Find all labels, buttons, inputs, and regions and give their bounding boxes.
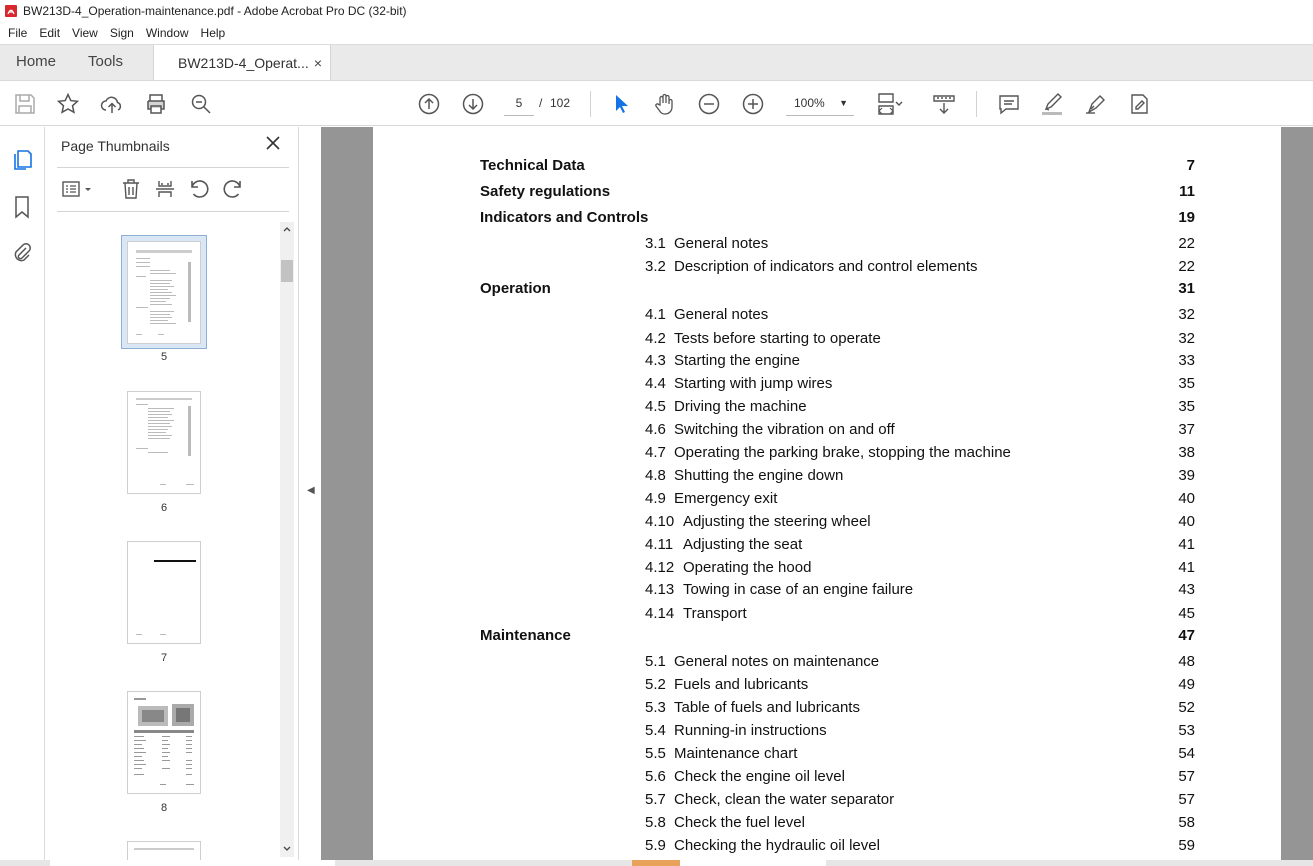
toc-section-row[interactable]: [373, 258, 1281, 278]
panel-splitter[interactable]: [298, 127, 321, 866]
toc-title: Maintenance chart: [674, 745, 798, 762]
toc-title: Description of indicators and control elements: [674, 258, 978, 275]
thumbnail-options-icon[interactable]: [61, 177, 95, 201]
pdf-page: [373, 127, 1281, 866]
toc-section-number: 4.9: [645, 490, 666, 507]
toc-title: Adjusting the seat: [683, 536, 803, 553]
toc-title: Operating the hood: [683, 559, 812, 576]
toc-chapter-row[interactable]: [373, 183, 1281, 203]
toc-title: Fuels and lubricants: [674, 676, 809, 693]
toc-section-row[interactable]: [373, 791, 1281, 811]
find-icon[interactable]: [189, 92, 213, 116]
toc-page-number: 45: [1178, 605, 1195, 622]
toc-section-number: 4.4: [645, 375, 666, 392]
toc-page-number: 33: [1178, 352, 1195, 369]
toc-section-number: 5.5: [645, 745, 666, 762]
toc-page-number: 48: [1178, 653, 1195, 670]
scroll-segment: [680, 860, 826, 866]
toc-title: Adjusting the steering wheel: [683, 513, 871, 530]
toc-section-number: 4.8: [645, 467, 666, 484]
toc-section-row[interactable]: [373, 581, 1281, 601]
collapse-panel-icon[interactable]: ◀: [307, 485, 315, 496]
toc-title: Driving the machine: [674, 398, 807, 415]
toc-section-row[interactable]: [373, 375, 1281, 395]
previous-page-icon[interactable]: [417, 92, 441, 116]
tab-document-label: BW213D-4_Operat...: [178, 55, 309, 71]
toc-section-row[interactable]: [373, 768, 1281, 788]
toc-section-row[interactable]: [373, 513, 1281, 533]
toc-section-number: 5.7: [645, 791, 666, 808]
toc-page-number: 22: [1178, 235, 1195, 252]
toc-page-number: 58: [1178, 814, 1195, 831]
toc-page-number: 7: [1186, 157, 1195, 174]
toc-title: Shutting the engine down: [674, 467, 844, 484]
window-title: BW213D-4_Operation-maintenance.pdf - Adobe Acrobat Pro DC (32-bit): [23, 4, 407, 18]
toc-page-number: 37: [1178, 421, 1195, 438]
toc-page-number: 22: [1178, 258, 1195, 275]
page-thumbnail-5[interactable]: [127, 241, 201, 344]
scroll-segment: [50, 860, 335, 866]
toc-section-row[interactable]: [373, 306, 1281, 326]
bookmarks-icon[interactable]: [10, 195, 34, 219]
zoom-level-select[interactable]: [786, 90, 854, 116]
toc-section-number: 5.3: [645, 699, 666, 716]
toc-section-row[interactable]: [373, 467, 1281, 487]
toc-title: Switching the vibration on and off: [674, 421, 895, 438]
toc-page-number: 40: [1178, 513, 1195, 530]
toc-page-number: 49: [1178, 676, 1195, 693]
toc-page-number: 47: [1178, 627, 1195, 644]
toc-section-row[interactable]: [373, 235, 1281, 255]
toolbar: [0, 80, 1313, 126]
toc-section-row[interactable]: [373, 605, 1281, 625]
navigation-rail: [0, 127, 45, 866]
thumbnail-label: 8: [160, 802, 168, 814]
toc-section-row[interactable]: [373, 536, 1281, 556]
toc-section-number: 4.14: [645, 605, 675, 622]
toc-section-row[interactable]: [373, 352, 1281, 372]
toc-title: General notes: [674, 235, 769, 252]
scroll-up-icon[interactable]: [283, 226, 291, 232]
title-bar: [0, 0, 1313, 22]
toc-title: Operation: [480, 280, 551, 297]
toc-title: Table of fuels and lubricants: [674, 699, 860, 716]
toc-title: Starting with jump wires: [674, 375, 833, 392]
toc-chapter-row[interactable]: [373, 209, 1281, 229]
thumbnail-scrollbar[interactable]: [280, 222, 294, 857]
panel-title: Page Thumbnails: [61, 138, 170, 154]
toc-chapter-row[interactable]: [373, 157, 1281, 177]
toc-section-row[interactable]: [373, 490, 1281, 510]
toc-title: General notes on maintenance: [674, 653, 880, 670]
close-tab-icon[interactable]: ×: [313, 55, 322, 71]
page-thumbnails-panel: [45, 127, 298, 866]
toc-page-number: 32: [1178, 306, 1195, 323]
toc-section-row[interactable]: [373, 676, 1281, 696]
extract-pages-icon[interactable]: [153, 177, 177, 201]
menu-help[interactable]: Help: [200, 26, 226, 40]
toc-section-number: 4.1: [645, 306, 666, 323]
toc-page-number: 41: [1178, 559, 1195, 576]
toc-title: Tests before starting to operate: [674, 330, 881, 347]
page-thumbnail-6[interactable]: [127, 391, 201, 494]
toc-page-number: 32: [1178, 330, 1195, 347]
toc-page-number: 54: [1178, 745, 1195, 762]
toc-section-number: 3.2: [645, 258, 666, 275]
rotate-clockwise-icon[interactable]: [221, 177, 245, 201]
close-panel-icon[interactable]: [265, 135, 281, 156]
acrobat-icon: [4, 4, 18, 18]
toc-section-row[interactable]: [373, 330, 1281, 350]
toc-title: Indicators and Controls: [480, 209, 649, 226]
toc-section-number: 4.3: [645, 352, 666, 369]
toc-title: Checking the hydraulic oil level: [674, 837, 880, 854]
zoom-in-icon[interactable]: [741, 92, 765, 116]
toc-section-number: 4.10: [645, 513, 675, 530]
toc-section-number: 4.5: [645, 398, 666, 415]
toc-title: Check, clean the water separator: [674, 791, 895, 808]
toc-section-number: 4.2: [645, 330, 666, 347]
scrollbar-thumb[interactable]: [281, 260, 293, 282]
page-separator: /: [539, 96, 543, 110]
thumbnail-label: 5: [160, 351, 168, 363]
toc-section-number: 5.4: [645, 722, 666, 739]
toc-section-row[interactable]: [373, 814, 1281, 834]
rotate-counterclockwise-icon[interactable]: [187, 177, 211, 201]
toc-title: Safety regulations: [480, 183, 611, 200]
zoom-out-icon[interactable]: [697, 92, 721, 116]
toc-page-number: 40: [1178, 490, 1195, 507]
toc-section-number: 4.11: [645, 536, 674, 553]
toc-section-row[interactable]: [373, 699, 1281, 719]
panel-divider: [57, 167, 289, 168]
toc-section-number: 5.9: [645, 837, 666, 854]
toolbar-divider: [976, 91, 977, 117]
toolbar-divider: [590, 91, 591, 117]
page-thumbnail-7[interactable]: [127, 541, 201, 644]
toc-section-row[interactable]: [373, 837, 1281, 857]
toc-page-number: 43: [1178, 581, 1195, 598]
next-page-icon[interactable]: [461, 92, 485, 116]
menu-view[interactable]: View: [72, 26, 98, 40]
fill-sign-icon[interactable]: [1128, 92, 1152, 116]
toc-page-number: 39: [1178, 467, 1195, 484]
page-thumbnails-icon[interactable]: [10, 148, 34, 172]
menu-bar: [0, 22, 1313, 44]
thumbnail-label: 7: [160, 652, 168, 664]
toc-title: General notes: [674, 306, 769, 323]
tab-bar: [0, 44, 1313, 80]
toc-section-number: 5.6: [645, 768, 666, 785]
toc-page-number: 41: [1178, 536, 1195, 553]
toc-section-row[interactable]: [373, 398, 1281, 418]
toc-page-number: 52: [1178, 699, 1195, 716]
toc-chapter-row[interactable]: [373, 280, 1281, 300]
toc-page-number: 53: [1178, 722, 1195, 739]
tab-home[interactable]: Home: [16, 53, 57, 70]
print-icon[interactable]: [144, 92, 168, 116]
toc-page-number: 38: [1178, 444, 1195, 461]
toc-chapter-row[interactable]: [373, 627, 1281, 647]
toc-section-number: 4.7: [645, 444, 666, 461]
toc-page-number: 35: [1178, 375, 1195, 392]
menu-window[interactable]: Window: [145, 26, 189, 40]
toc-title: Check the fuel level: [674, 814, 805, 831]
toc-title: Maintenance: [480, 627, 571, 644]
chevron-down-icon: ▼: [839, 98, 848, 108]
page-number-input[interactable]: 5: [504, 90, 534, 116]
highlight-pen-icon[interactable]: [1040, 92, 1064, 116]
toc-title: Starting the engine: [674, 352, 800, 369]
delete-trash-icon[interactable]: [119, 177, 143, 201]
toc-page-number: 11: [1179, 183, 1195, 200]
toc-page-number: 31: [1178, 280, 1195, 297]
toc-title: Check the engine oil level: [674, 768, 845, 785]
tab-tools[interactable]: Tools: [88, 53, 124, 70]
upload-cloud-icon[interactable]: [100, 92, 124, 116]
toc-section-number: 5.1: [645, 653, 666, 670]
attachments-paperclip-icon[interactable]: [10, 241, 34, 265]
menu-sign[interactable]: Sign: [109, 26, 134, 40]
toc-title: Transport: [683, 605, 747, 622]
scroll-down-icon[interactable]: [283, 846, 291, 852]
bookmark-star-icon[interactable]: [56, 92, 80, 116]
thumbnail-label: 6: [160, 502, 168, 514]
toc-section-number: 4.6: [645, 421, 666, 438]
draw-sign-icon[interactable]: [1084, 92, 1108, 116]
toc-page-number: 59: [1178, 837, 1195, 854]
page-total: 102: [550, 96, 571, 110]
toc-section-row[interactable]: [373, 745, 1281, 765]
toc-section-row[interactable]: [373, 444, 1281, 464]
toc-section-row[interactable]: [373, 559, 1281, 579]
page-thumbnail-8[interactable]: [127, 691, 201, 794]
toc-title: Operating the parking brake, stopping the machine: [674, 444, 1011, 461]
toc-section-number: 3.1: [645, 235, 666, 252]
toc-title: Emergency exit: [674, 490, 778, 507]
hand-tool-icon[interactable]: [653, 92, 677, 116]
toc-page-number: 57: [1178, 791, 1195, 808]
menu-edit[interactable]: Edit: [39, 26, 61, 40]
document-view[interactable]: [321, 127, 1313, 860]
panel-divider: [57, 211, 289, 212]
scroll-mode-icon[interactable]: [932, 92, 956, 116]
bottom-scrollbar[interactable]: [0, 860, 1313, 866]
toc-section-number: 4.12: [645, 559, 675, 576]
toc-page-number: 19: [1178, 209, 1195, 226]
toc-section-number: 5.2: [645, 676, 666, 693]
toc-section-row[interactable]: [373, 722, 1281, 742]
menu-file[interactable]: File: [8, 26, 28, 40]
comment-icon[interactable]: [997, 92, 1021, 116]
tab-document[interactable]: [153, 45, 331, 81]
page-display-icon[interactable]: [876, 92, 910, 116]
toc-title: Running-in instructions: [674, 722, 827, 739]
scroll-segment: [632, 860, 680, 866]
toc-section-number: 5.8: [645, 814, 666, 831]
toc-section-row[interactable]: [373, 421, 1281, 441]
toc-title: Towing in case of an engine failure: [683, 581, 914, 598]
toc-title: Technical Data: [480, 157, 585, 174]
toc-section-row[interactable]: [373, 653, 1281, 673]
save-icon[interactable]: [13, 92, 37, 116]
toc-page-number: 57: [1178, 768, 1195, 785]
toc-page-number: 35: [1178, 398, 1195, 415]
select-cursor-icon[interactable]: [609, 92, 633, 116]
toc-section-number: 4.13: [645, 581, 675, 598]
zoom-level-value: 100%: [794, 96, 825, 110]
